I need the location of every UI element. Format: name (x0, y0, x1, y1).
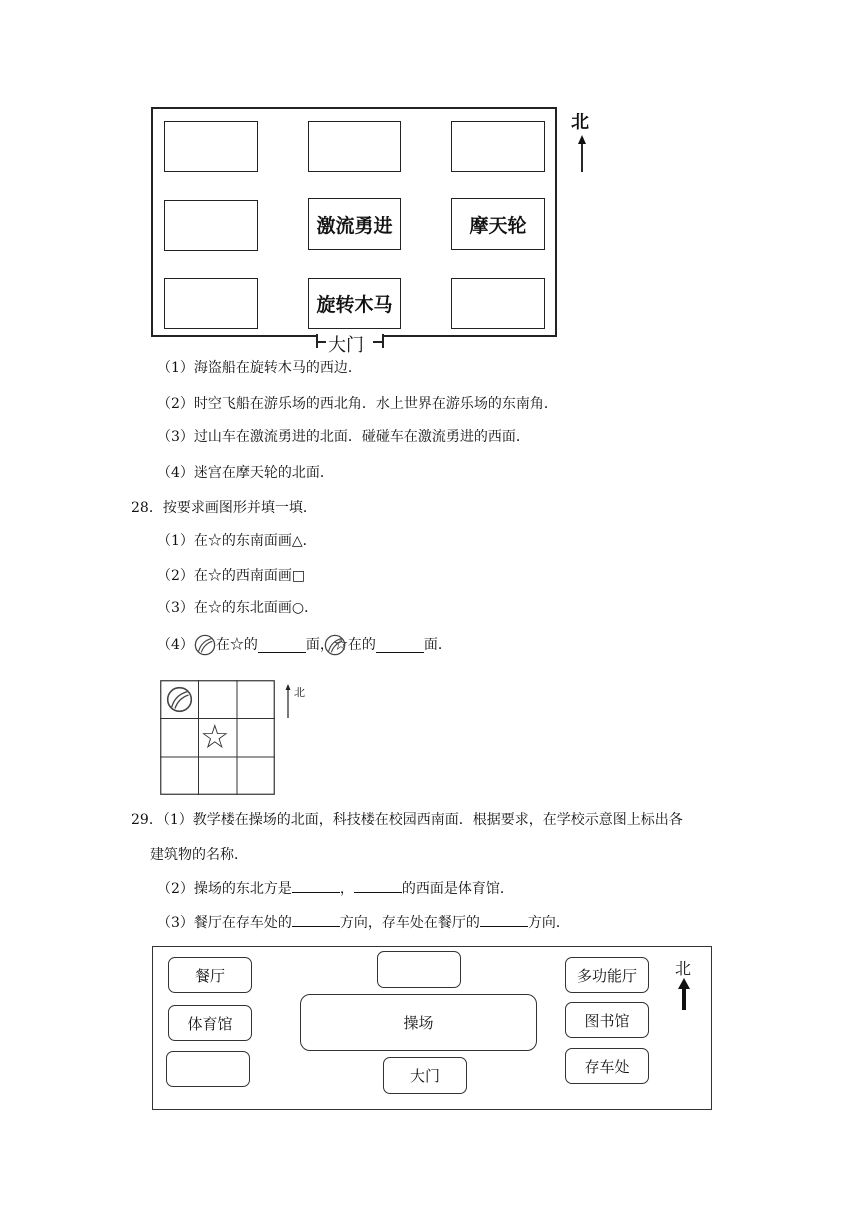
school-library: 图书馆 (565, 1002, 649, 1038)
q28-item-3: （3）在☆的东北面画○． (157, 600, 319, 616)
q28-title: 28．按要求画图形并填一填． (131, 500, 317, 516)
q29-blank-4[interactable] (480, 912, 528, 927)
park-gate-label: 大门 (328, 335, 364, 356)
q28-item-4 (157, 634, 452, 656)
q29-line-3 (157, 912, 570, 933)
school-playground: 操场 (300, 994, 537, 1051)
q29-line-2-b: ， (339, 881, 354, 897)
park-gate-line-left (316, 341, 326, 343)
q28-item-4-part2: 面，☆在的 (305, 637, 376, 653)
park-north-label: 北 (571, 112, 589, 133)
park-cell-n (308, 121, 401, 172)
school-multi-hall: 多功能厅 (565, 957, 649, 993)
q29-blank-3[interactable] (292, 912, 340, 927)
q27-item-2: （2）时空飞船在游乐场的西北角．水上世界在游乐场的东南角． (157, 396, 558, 412)
q29-line-1: 29．（1）教学楼在操场的北面，科技楼在校园西南面．根据要求，在学校示意图上标出各 (131, 812, 683, 828)
school-blank-north (377, 951, 461, 988)
q28-blank-1[interactable] (258, 638, 306, 653)
ball-icon (166, 686, 193, 713)
q29-line-3-b: 方向，存车处在餐厅的 (339, 915, 480, 931)
q29-blank-2[interactable] (354, 878, 402, 893)
ball-icon (194, 634, 216, 656)
q29-line-1b: 建筑物的名称． (150, 847, 248, 863)
q28-item-4-part3: 面． (423, 637, 452, 653)
q29-line-3-a: （3）餐厅在存车处的 (157, 915, 292, 931)
park-north-arrow-icon (575, 135, 589, 173)
q29-line-2 (157, 878, 514, 899)
q29-line-2-c: 的西面是体育馆． (401, 881, 514, 897)
park-cell-sw (164, 278, 258, 329)
q28-item-4-part1: 在☆的 (215, 637, 258, 653)
school-bike-park: 存车处 (565, 1048, 649, 1084)
q28-item-2: （2）在☆的西南面画□ (157, 568, 306, 584)
park-cell-ne (451, 121, 545, 172)
q28-item-1: （1）在☆的东南面画△． (157, 533, 317, 549)
park-gate-line-right (373, 341, 383, 343)
park-cell-rapids: 激流勇进 (308, 198, 401, 250)
school-gate: 大门 (383, 1057, 467, 1094)
q29-blank-1[interactable] (292, 878, 340, 893)
park-cell-ferris-wheel: 摩天轮 (451, 198, 545, 250)
school-north-label: 北 (675, 959, 692, 978)
school-blank-sw (166, 1051, 250, 1087)
q28-item-4-prefix: （4） (157, 637, 194, 653)
q27-item-3: （3）过山车在激流勇进的北面．碰碰车在激流勇进的西面． (157, 429, 530, 445)
park-cell-carousel: 旋转木马 (308, 278, 401, 329)
school-gym: 体育馆 (168, 1005, 252, 1041)
q28-blank-2[interactable] (376, 638, 424, 653)
q29-line-2-a: （2）操场的东北方是 (157, 881, 292, 897)
school-canteen: 餐厅 (168, 957, 252, 993)
park-cell-se (451, 278, 545, 329)
park-cell-w (164, 200, 258, 251)
q29-line-3-c: 方向． (527, 915, 570, 931)
q27-item-1: （1）海盗船在旋转木马的西边． (157, 360, 362, 376)
ball-icon (324, 634, 346, 656)
grid-north-label: 北 (294, 686, 305, 699)
star-icon: ☆ (200, 717, 230, 756)
q27-item-4: （4）迷宫在摩天轮的北面． (157, 465, 334, 481)
grid-north-arrow-icon (284, 684, 292, 718)
park-cell-nw (164, 121, 258, 172)
school-north-arrow-icon (677, 978, 691, 1010)
